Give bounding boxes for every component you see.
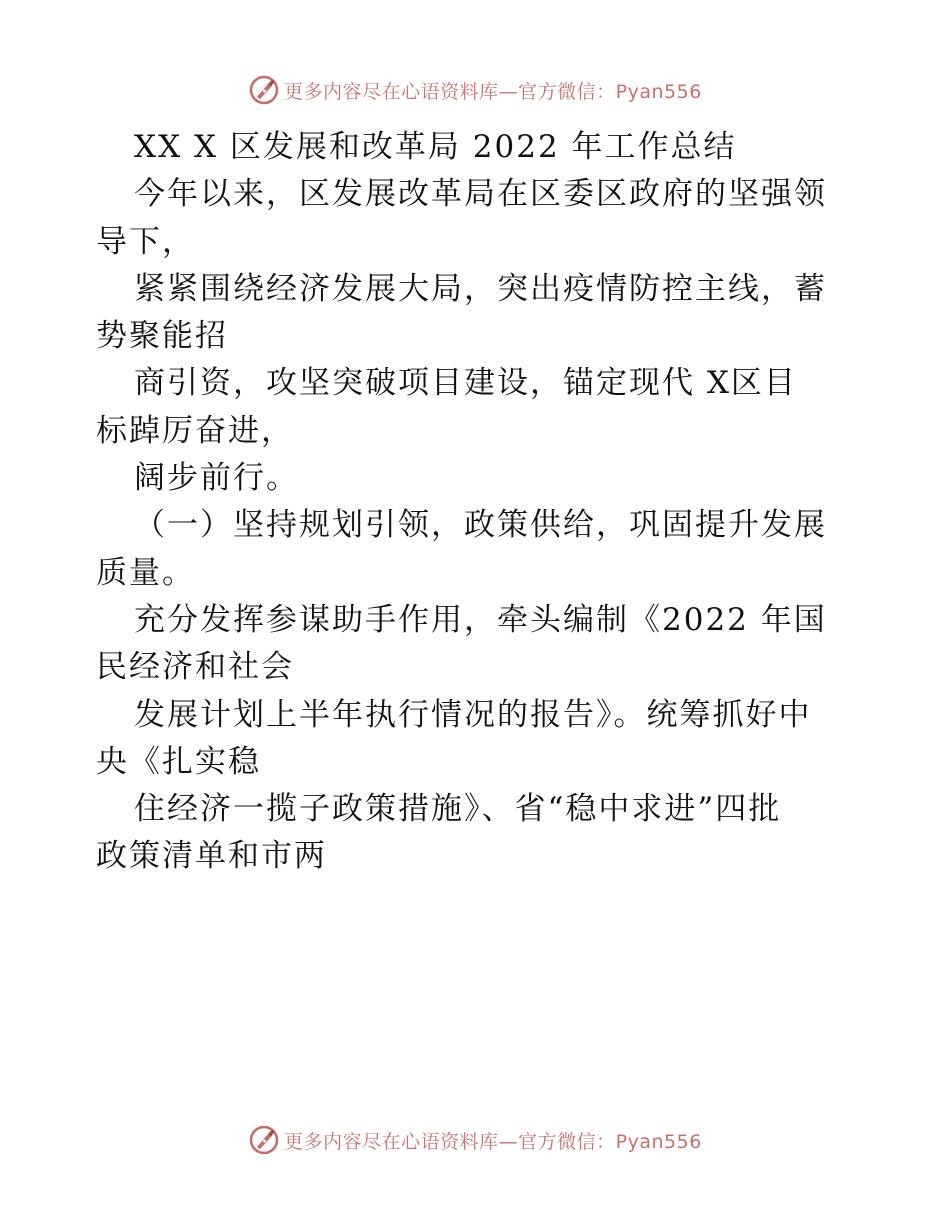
- section-heading: （一）坚持规划引领，政策供给，巩固提升发展: [134, 507, 827, 544]
- paragraph-line: 政策清单和市两: [96, 838, 327, 875]
- paragraph-line: 导下，: [96, 223, 195, 260]
- paragraph-line: 紧紧围绕经济发展大局，突出疫情防控主线，蓄: [134, 270, 827, 307]
- paragraph-line: 民经济和社会: [96, 649, 294, 686]
- document-title: XX X 区发展和改革局 2022 年工作总结: [134, 129, 737, 165]
- paragraph-line: 央《扎实稳: [96, 743, 261, 780]
- section-heading-continued: 质量。: [96, 554, 195, 591]
- paragraph-line: 阔步前行。: [134, 460, 299, 497]
- watermark-banner-top: [0, 70, 950, 110]
- paragraph-line: 充分发挥参谋助手作用，牵头编制《2022 年国: [134, 601, 827, 638]
- paragraph-line: 今年以来，区发展改革局在区委区政府的坚强领: [134, 176, 827, 213]
- watermark-text: 更多内容尽在心语资料库—官方微信：Pyan556: [284, 80, 702, 103]
- paragraph-line: 商引资，攻坚突破项目建设，锚定现代 X区目: [134, 365, 797, 402]
- paragraph-line: 发展计划上半年执行情况的报告》。统筹抓好中: [134, 696, 812, 733]
- paragraph-line: 住经济一揽子政策措施》、省“稳中求进”四批: [134, 791, 782, 828]
- watermark-banner-bottom: [0, 1120, 950, 1160]
- document-body: [96, 124, 856, 881]
- paragraph-line: 势聚能招: [96, 318, 228, 355]
- paragraph-line: 标踔厉奋进，: [96, 412, 294, 449]
- fountain-pen-logo-icon: [248, 74, 280, 106]
- fountain-pen-logo-icon: [248, 1124, 280, 1156]
- watermark-text: 更多内容尽在心语资料库—官方微信：Pyan556: [284, 1130, 702, 1153]
